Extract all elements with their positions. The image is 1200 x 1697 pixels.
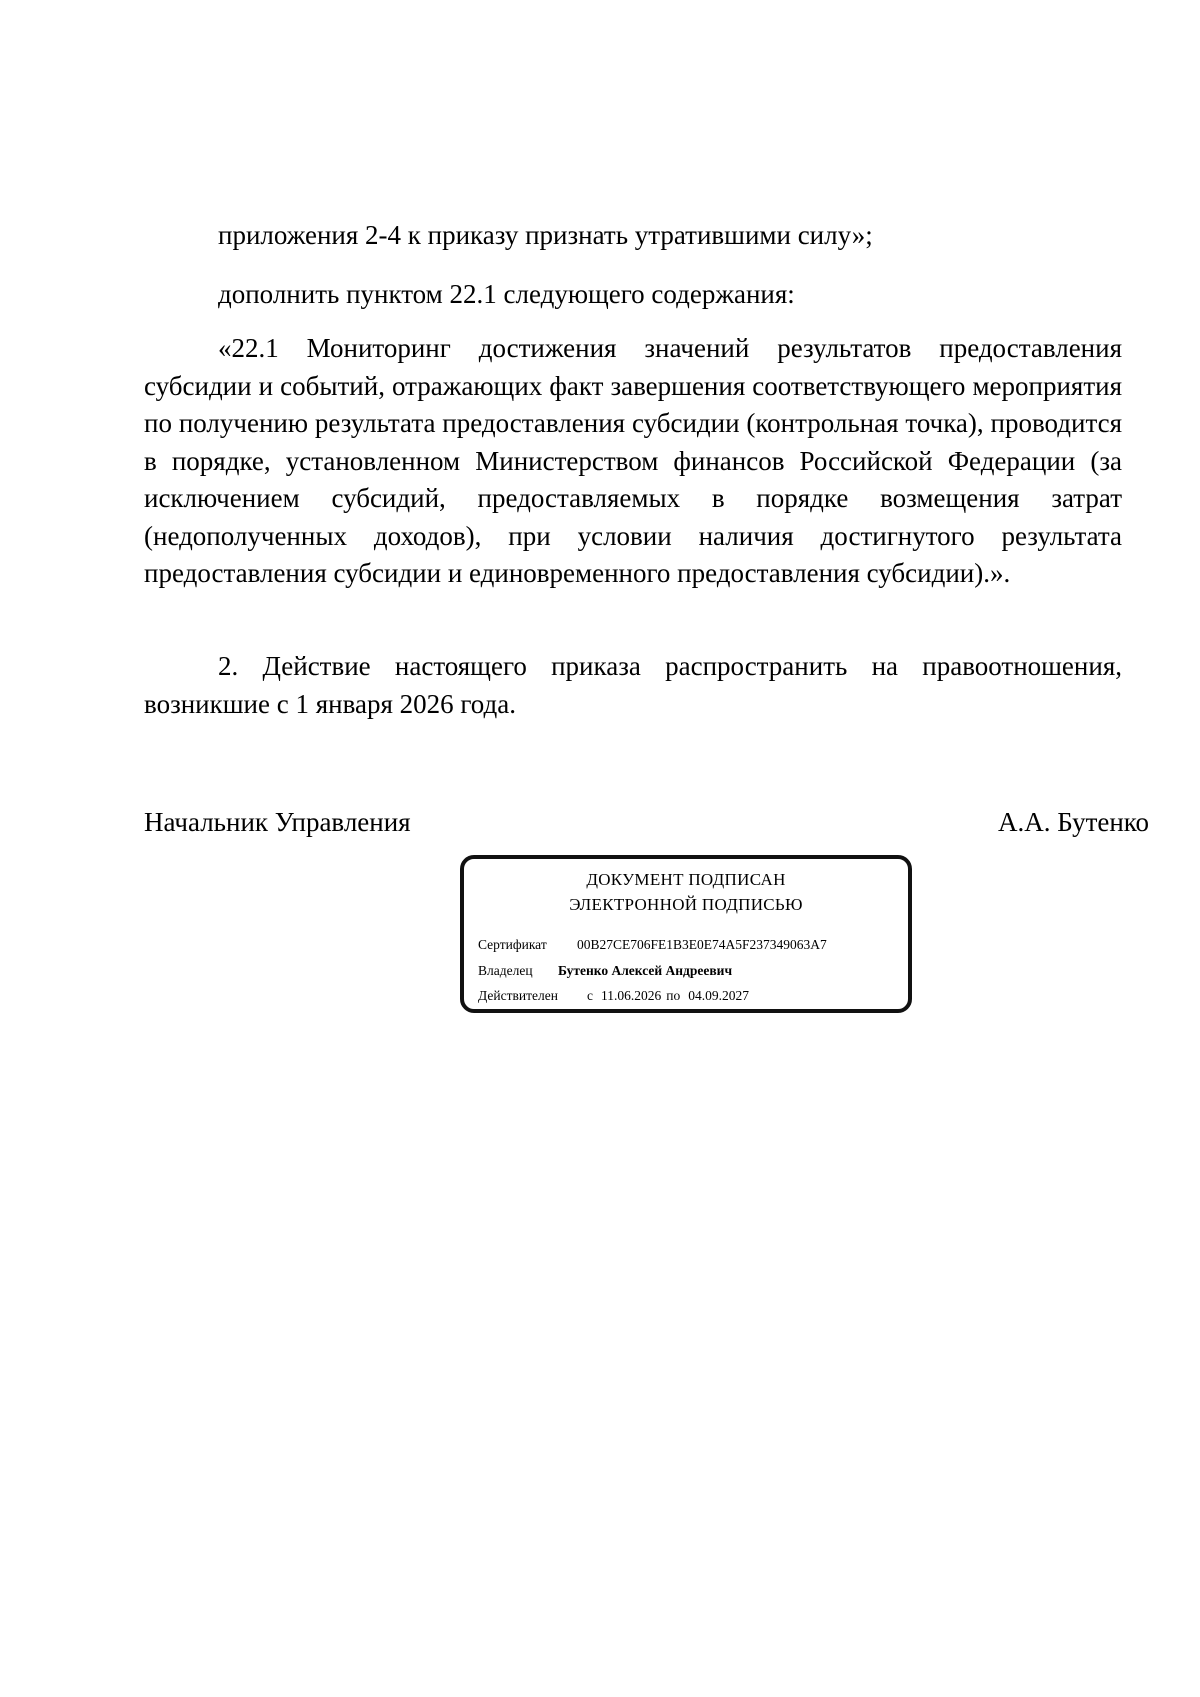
valid-label: Действителен (478, 988, 558, 1003)
stamp-certificate-row (478, 936, 827, 954)
paragraph-annex-repeal: приложения 2-4 к приказу признать утратившими силу»; (218, 220, 873, 250)
paragraph-add-point: дополнить пунктом 22.1 следующего содержания: (218, 279, 795, 309)
valid-from-prefix: с (587, 988, 593, 1003)
paragraph-point-22-1: «22.1 Мониторинг достижения значений результатов предоставления субсидии и событий, отражающих факт завершения соответствующего мероприятия по получению результата предоставления субсидии (контрольная точка), проводится в порядке, установленном Министерством финансов Российской Федерации (за исключением субсидий, предоставляемых в порядке возмещения затрат (недополученных доходов), при условии наличия достигнутого результата предоставления субсидии и единовременного предоставления субсидии).». (144, 333, 1122, 588)
signatory-position: Начальник Управления (144, 807, 411, 837)
certificate-value: 00B27CE706FE1B3E0E74A5F237349063A7 (577, 937, 827, 952)
stamp-validity-row (478, 987, 749, 1005)
valid-to-prefix: по (666, 988, 681, 1003)
stamp-title-line1: ДОКУМЕНТ ПОДПИСАН (586, 870, 786, 889)
valid-from-date: 11.06.2026 (601, 988, 662, 1003)
owner-value: Бутенко Алексей Андреевич (558, 963, 733, 978)
certificate-label: Сертификат (478, 937, 547, 952)
valid-to-date: 04.09.2027 (688, 988, 749, 1003)
electronic-signature-stamp (460, 855, 912, 1013)
owner-label: Владелец (478, 963, 533, 978)
paragraph-effective-date: 2. Действие настоящего приказа распространить на правоотношения, возникшие с 1 января 2026 года. (144, 651, 1122, 719)
stamp-title-line2: ЭЛЕКТРОННОЙ ПОДПИСЬЮ (569, 895, 803, 914)
signatory-name: А.А. Бутенко (998, 807, 1150, 837)
stamp-owner-row (478, 962, 732, 980)
